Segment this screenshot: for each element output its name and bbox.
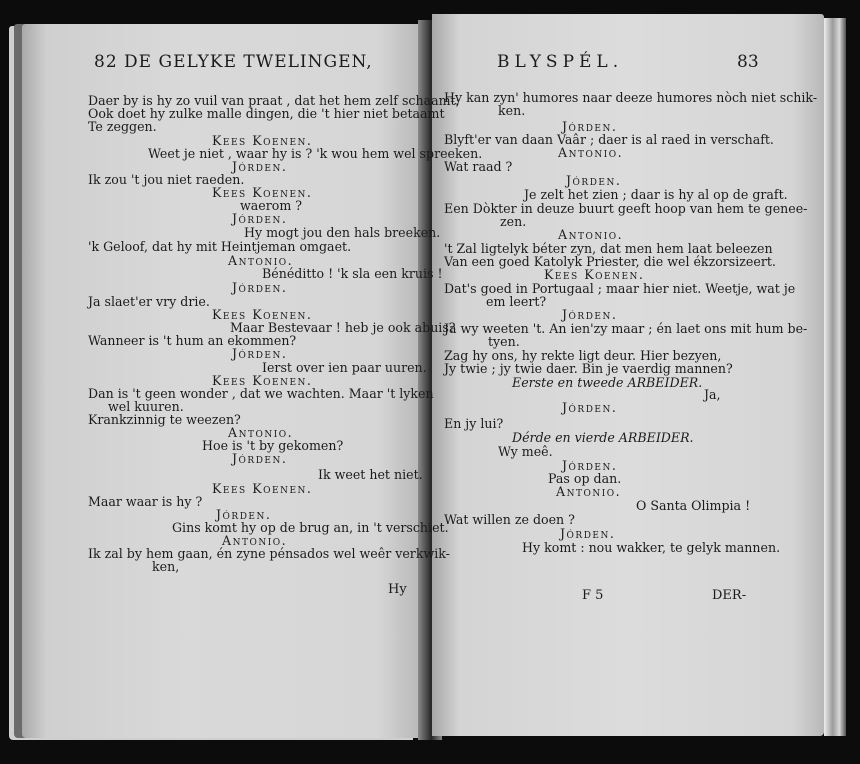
speaker-name: Jórden.	[232, 346, 288, 361]
speaker-name: Dérde en vierde ARBEIDER.	[512, 430, 694, 445]
left-running-head	[94, 52, 373, 72]
text-line: Maar waar is hy ?	[88, 494, 203, 509]
text-line: tyen.	[488, 334, 520, 349]
text-line: En jy lui?	[444, 416, 504, 431]
text-line: 't Zal ligtelyk béter zyn, dat men hem laat beleezen	[444, 241, 773, 256]
text-line: em leert?	[486, 294, 547, 309]
text-line: Wat raad ?	[444, 159, 513, 174]
text-line: Krankzinnig te weezen?	[88, 412, 241, 427]
text-line: Hoe is 't by gekomen?	[202, 438, 344, 453]
text-line: Maar Bestevaar ! heb je ook abuis?	[230, 320, 456, 335]
text-line: Wat willen ze doen ?	[444, 512, 575, 527]
text-line: ken.	[498, 103, 526, 118]
text-line: Ik zal by hem gaan, én zyne pénsados wel weêr verkwik-	[88, 546, 450, 561]
speaker-name: Jórden.	[562, 119, 618, 134]
text-line: Pas op dan.	[548, 471, 622, 486]
text-line: Ja,	[704, 387, 721, 402]
speaker-name: Antonio.	[222, 533, 288, 548]
speaker-name: Kees Koenen.	[212, 133, 313, 148]
speaker-name: Antonio.	[558, 145, 624, 160]
text-line: 'k Geloof, dat hy mit Heintjeman omgaet.	[88, 239, 352, 254]
page-signature: F 5	[582, 588, 604, 603]
left-page-number: 82	[94, 52, 118, 72]
text-line: Wanneer is 't hum an ekommen?	[88, 333, 297, 348]
speaker-name: Jórden.	[232, 451, 288, 466]
speaker-name: Antonio.	[556, 484, 622, 499]
text-line: Je zelt het zien ; daar is hy al op de graft.	[524, 187, 788, 202]
speaker-name: Jórden.	[232, 159, 288, 174]
page-edges	[824, 18, 846, 736]
left-head-title: DE GELYKE TWELINGEN,	[124, 52, 373, 72]
speaker-name: Jórden.	[560, 526, 616, 541]
text-line: Ik weet het niet.	[318, 467, 423, 482]
text-line: Ook doet hy zulke malle dingen, die 't hier niet betaamt	[88, 106, 445, 121]
speaker-name: Antonio.	[228, 253, 294, 268]
text-line: Van een goed Katolyk Priester, die wel ékzorsizeert.	[444, 254, 776, 269]
right-catchword: DER-	[712, 588, 747, 603]
speaker-name: Kees Koenen.	[212, 185, 313, 200]
speaker-name: Kees Koenen.	[212, 481, 313, 496]
text-line: Daer by is hy zo vuil van praat , dat het hem zelf schaamt;	[88, 93, 460, 108]
speaker-name: Antonio.	[228, 425, 294, 440]
text-line: Ja slaet'er vry drie.	[88, 294, 210, 309]
text-line: Hy mogt jou den hals breeken.	[244, 225, 441, 240]
text-line: Een Dòkter in deuze buurt geeft hoop van hem te genee-	[444, 201, 808, 216]
text-line: Ja wy weeten 't. An ien'zy maar ; én laet ons mit hum be-	[444, 321, 808, 336]
speaker-name: Jórden.	[562, 458, 618, 473]
left-catchword: Hy	[388, 582, 407, 597]
text-line: O Santa Olimpia !	[636, 498, 751, 513]
text-line: Gins komt hy op de brug an, in 't verschiet.	[172, 520, 449, 535]
speaker-name: Jórden.	[232, 211, 288, 226]
speaker-name: Kees Koenen.	[212, 307, 313, 322]
text-line: zen.	[500, 214, 527, 229]
right-head-title: BLYSPÉL.	[497, 52, 624, 72]
text-line: Zag hy ons, hy rekte ligt deur. Hier bezyen,	[444, 348, 722, 363]
text-line: Ik zou 't jou niet raeden.	[88, 172, 245, 187]
text-line: Hy komt : nou wakker, te gelyk mannen.	[522, 540, 781, 555]
speaker-name: Eerste en tweede ARBEIDER.	[512, 375, 703, 390]
text-line: Te zeggen.	[88, 119, 157, 134]
speaker-name: Jórden.	[566, 173, 622, 188]
speaker-name: Jórden.	[562, 307, 618, 322]
text-line: Dat's goed in Portugaal ; maar hier niet. Weetje, wat je	[444, 281, 796, 296]
text-line: waerom ?	[240, 198, 303, 213]
text-line: Ierst over ien paar uuren.	[262, 360, 427, 375]
speaker-name: Jórden.	[216, 507, 272, 522]
speaker-name: Antonio.	[558, 227, 624, 242]
speaker-name: Jórden.	[232, 280, 288, 295]
text-line: Bénéditto ! 'k sla een kruis !	[262, 266, 443, 281]
text-line: Hy kan zyn' humores naar deeze humores nòch niet schik-	[444, 90, 818, 105]
speaker-name: Kees Koenen.	[544, 267, 645, 282]
text-line: wel kuuren.	[108, 399, 184, 414]
text-line: Jy twie ; jy twie daer. Bin je vaerdig mannen?	[444, 361, 733, 376]
speaker-name: Kees Koenen.	[212, 373, 313, 388]
right-page-number: 83	[737, 52, 759, 72]
text-line: Wy meê.	[498, 444, 553, 459]
text-line: Dan is 't geen wonder , dat we wachten. Maar 't lyken	[88, 386, 434, 401]
text-line: Weet je niet , waar hy is ? 'k wou hem wel spreeken.	[148, 146, 483, 161]
speaker-name: Jórden.	[562, 400, 618, 415]
text-line: Blyft'er van daan Vaâr ; daer is al raed in verschaft.	[444, 132, 774, 147]
text-line: ken,	[152, 559, 180, 574]
